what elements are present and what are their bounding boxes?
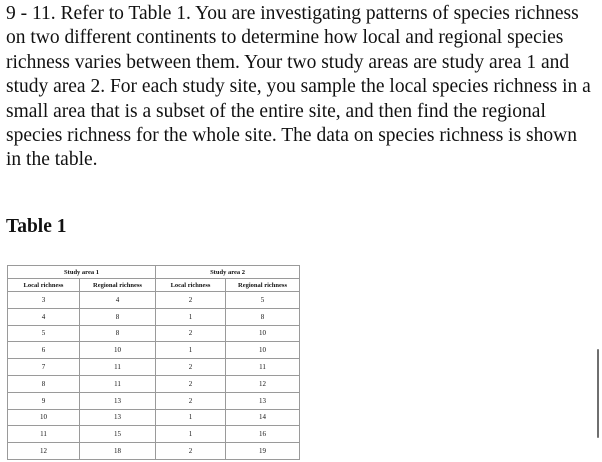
table-cell: 1: [156, 409, 226, 426]
table-cell: 2: [156, 359, 226, 376]
table-cell: 8: [8, 375, 80, 392]
table-title: Table 1: [6, 216, 67, 237]
table-row: [8, 308, 300, 325]
column-header-local-richness-2: Local richness: [156, 279, 226, 292]
table-cell: 2: [156, 292, 226, 309]
table-row: [8, 292, 300, 309]
table-row: [8, 342, 300, 359]
table-cell: 18: [80, 443, 156, 460]
table-cell: 19: [226, 443, 300, 460]
group-header-study-area-2: Study area 2: [156, 266, 300, 279]
column-header-regional-richness-2: Regional richness: [226, 279, 300, 292]
table-cell: 7: [8, 359, 80, 376]
table-cell: 2: [156, 392, 226, 409]
table-cell: 8: [80, 325, 156, 342]
species-richness-table: [7, 265, 300, 460]
table-cell: 10: [80, 342, 156, 359]
table-cell: 4: [80, 292, 156, 309]
table-cell: 15: [80, 426, 156, 443]
table-cell: 13: [80, 392, 156, 409]
table-cell: 2: [156, 375, 226, 392]
table-cell: 9: [8, 392, 80, 409]
table-cell: 12: [8, 443, 80, 460]
table-cell: 13: [80, 409, 156, 426]
table-cell: 5: [8, 325, 80, 342]
table-cell: 8: [80, 308, 156, 325]
table-cell: 1: [156, 308, 226, 325]
table-row: [8, 443, 300, 460]
table-cell: 4: [8, 308, 80, 325]
table-cell: 12: [226, 375, 300, 392]
table-cell: 1: [156, 342, 226, 359]
table-cell: 11: [80, 375, 156, 392]
table-cell: 5: [226, 292, 300, 309]
table-cell: 10: [8, 409, 80, 426]
table-cell: 11: [8, 426, 80, 443]
table-cell: 10: [226, 325, 300, 342]
group-header-study-area-1: Study area 1: [8, 266, 156, 279]
table-row: [8, 392, 300, 409]
table-cell: 14: [226, 409, 300, 426]
table-cell: 11: [226, 359, 300, 376]
table-row: [8, 325, 300, 342]
question-text: 9 - 11. Refer to Table 1. You are investigating patterns of species richness on two different continents to determine how local and regional species richness varies between them. Your two study areas are study area 1 and study area 2. For each study site, you sample the local species richness in a small area that is a subset of the entire site, and then find the regional species richness for the whole site. The data on species richness is shown in the table.: [6, 3, 591, 171]
column-header-local-richness-1: Local richness: [8, 279, 80, 292]
table-cell: 2: [156, 443, 226, 460]
table-row: [8, 359, 300, 376]
table-cell: 1: [156, 426, 226, 443]
table-cell: 3: [8, 292, 80, 309]
table-cell: 13: [226, 392, 300, 409]
table-row: [8, 409, 300, 426]
table-cell: 8: [226, 308, 300, 325]
table-row: [8, 375, 300, 392]
table-cell: 16: [226, 426, 300, 443]
scrollbar[interactable]: [597, 349, 599, 438]
table-cell: 2: [156, 325, 226, 342]
table-cell: 11: [80, 359, 156, 376]
table-row: [8, 426, 300, 443]
column-header-regional-richness-1: Regional richness: [80, 279, 156, 292]
table-cell: 10: [226, 342, 300, 359]
table-cell: 6: [8, 342, 80, 359]
